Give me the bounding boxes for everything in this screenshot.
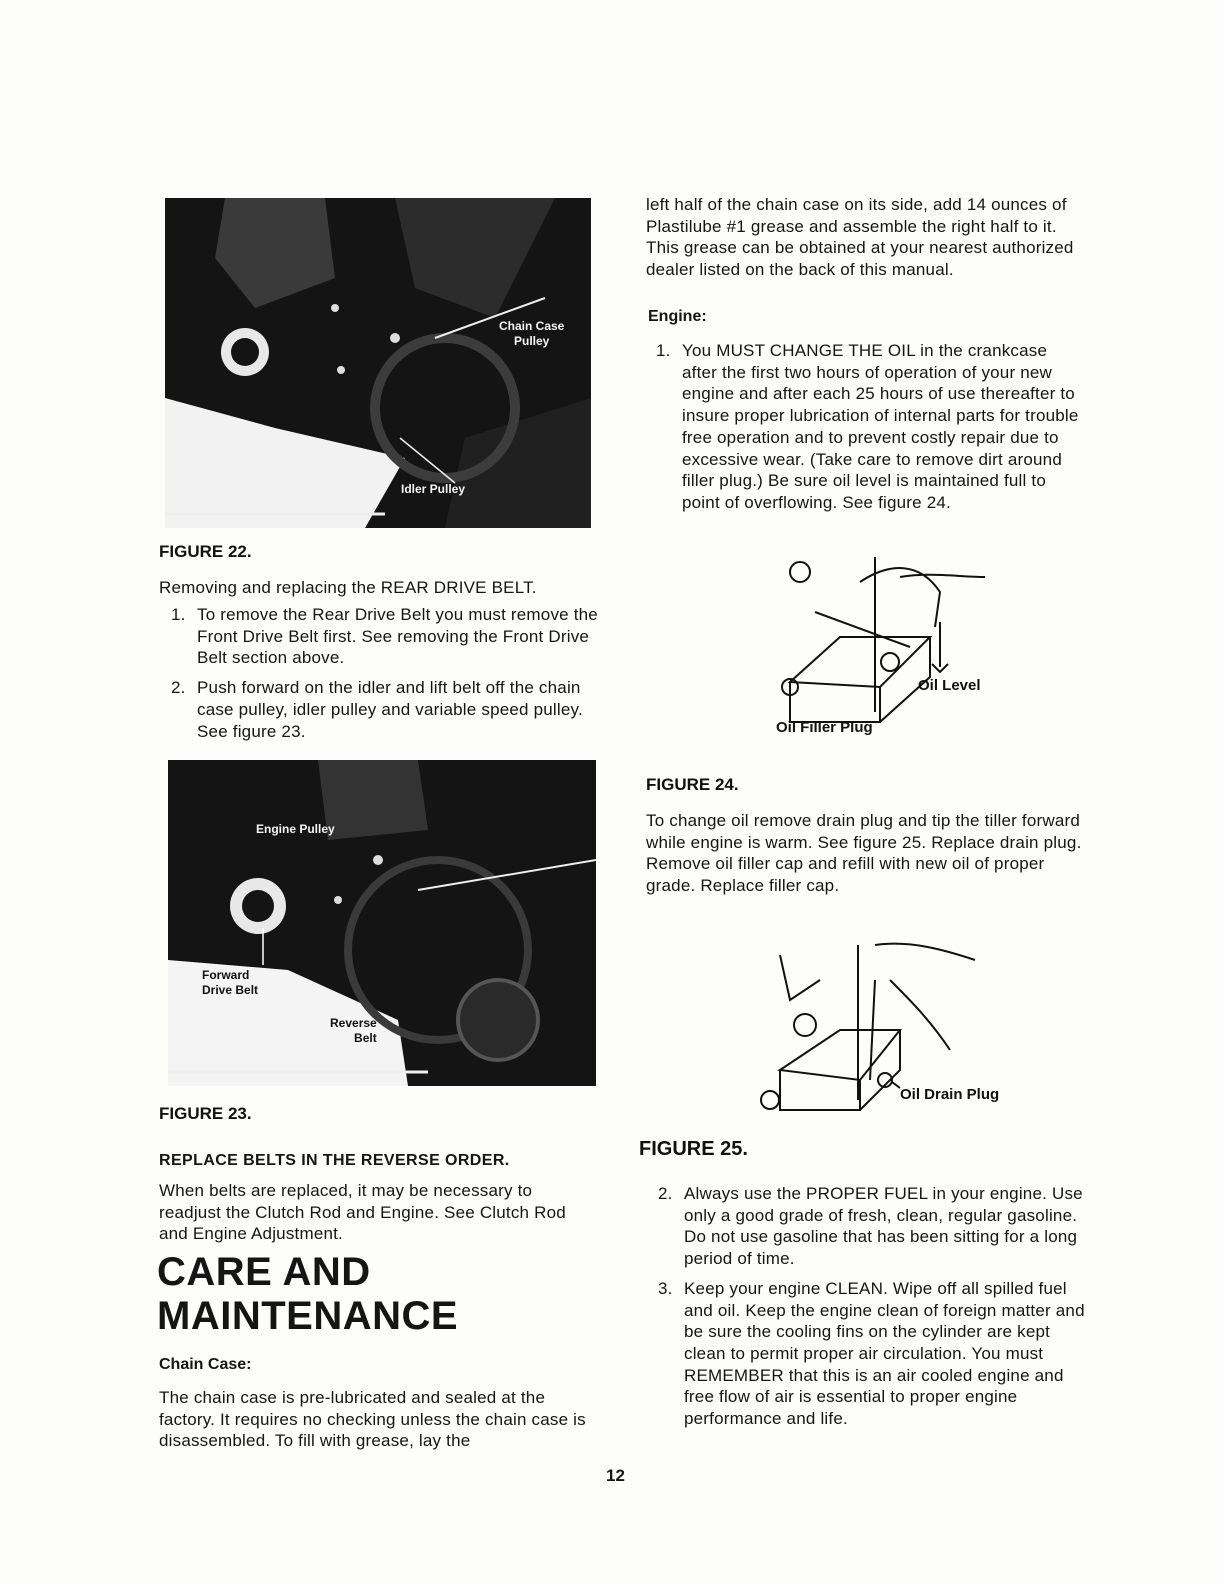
page-number: 12 xyxy=(606,1466,625,1485)
figure-25-drawing xyxy=(750,940,1040,1120)
figure-25-caption: FIGURE 25. xyxy=(639,1138,748,1160)
figure-23-drawing xyxy=(168,760,596,1086)
change-oil-text: To change oil remove drain plug and tip the tiller forward while engine is warm. See figure 25. Replace drain plug. Remove oil filler cap and refill with new oil of proper grade. Replace filler cap. xyxy=(646,811,1082,896)
rear-belt-steps xyxy=(159,604,599,750)
step-2: 2. Always use the PROPER FUEL in your engine. Use only a good grade of fresh, clean, regular gasoline. Do not use gasoline that has been sitting for a long period of time. xyxy=(658,1184,1083,1269)
oil-filler-illustration xyxy=(760,552,1020,742)
engine-steps-2-3 xyxy=(646,1183,1086,1438)
figure-24-drawing xyxy=(760,552,1020,742)
figure-23-caption: FIGURE 23. xyxy=(159,1104,252,1123)
label-oil-drain-plug: Oil Drain Plug xyxy=(900,1086,1000,1103)
label-engine-pulley: Engine Pulley xyxy=(256,822,335,836)
chain-case-continued: left half of the chain case on its side, add 14 ounces of Plastilube #1 grease and assemble the right half to it. This grease can be obtained at your nearest authorized dealer listed on the back of this manual. xyxy=(646,195,1074,280)
label-chain-case-pulley: Chain Case Pulley xyxy=(499,319,565,348)
step-1: 1. You MUST CHANGE THE OIL in the crankcase after the first two hours of operation of your new engine and after each 25 hours of use thereafter to insure proper lubrication of internal parts for trouble free operation and to prevent costly repair due to excessive wear. (Take care to remove dirt around filler plug.) Be sure oil level is maintained full to point of overflowing. See figure 24. xyxy=(656,341,1079,512)
replace-belts-heading: REPLACE BELTS IN THE REVERSE ORDER. xyxy=(159,1152,510,1169)
label-forward-drive-belt: Forward Drive Belt xyxy=(202,968,259,997)
engine-step-1 xyxy=(644,340,1084,522)
label-reverse-belt: Reverse Belt xyxy=(330,1016,377,1045)
figure-24-caption: FIGURE 24. xyxy=(646,775,739,794)
chain-case-heading: Chain Case: xyxy=(159,1356,252,1373)
label-idler-pulley: Idler Pulley xyxy=(401,482,466,496)
figure-23-photo xyxy=(168,760,596,1086)
step-2: 2. Push forward on the idler and lift belt off the chain case pulley, idler pulley and variable speed pulley. See figure 23. xyxy=(171,678,583,741)
step-3: 3. Keep your engine CLEAN. Wipe off all spilled fuel and oil. Keep the engine clean of foreign matter and be sure the cooling fins on the cylinder are kept clean to permit proper air circulation. You must REMEMBER that this is an air cooled engine and free flow of air is essential to proper engine performance and life. xyxy=(658,1278,1085,1429)
label-oil-level: Oil Level xyxy=(918,677,981,694)
section-title-care-maintenance: CARE AND MAINTENANCE xyxy=(157,1250,459,1338)
figure-22-drawing xyxy=(165,198,591,528)
replace-belts-text: When belts are replaced, it may be necessary to readjust the Clutch Rod and Engine. See Clutch Rod and Engine Adjustment. xyxy=(159,1181,566,1244)
engine-heading: Engine: xyxy=(648,308,707,325)
label-oil-filler-plug: Oil Filler Plug xyxy=(776,719,873,736)
step-1: 1. To remove the Rear Drive Belt you must remove the Front Drive Belt first. See removing the Front Drive Belt section above. xyxy=(171,605,598,668)
figure-22-caption: FIGURE 22. xyxy=(159,542,252,561)
chain-case-text: The chain case is pre-lubricated and sealed at the factory. It requires no checking unless the chain case is disassembled. To fill with grease, lay the xyxy=(159,1388,586,1451)
rear-belt-intro: Removing and replacing the REAR DRIVE BELT. xyxy=(159,578,537,597)
figure-22-photo xyxy=(165,198,591,528)
